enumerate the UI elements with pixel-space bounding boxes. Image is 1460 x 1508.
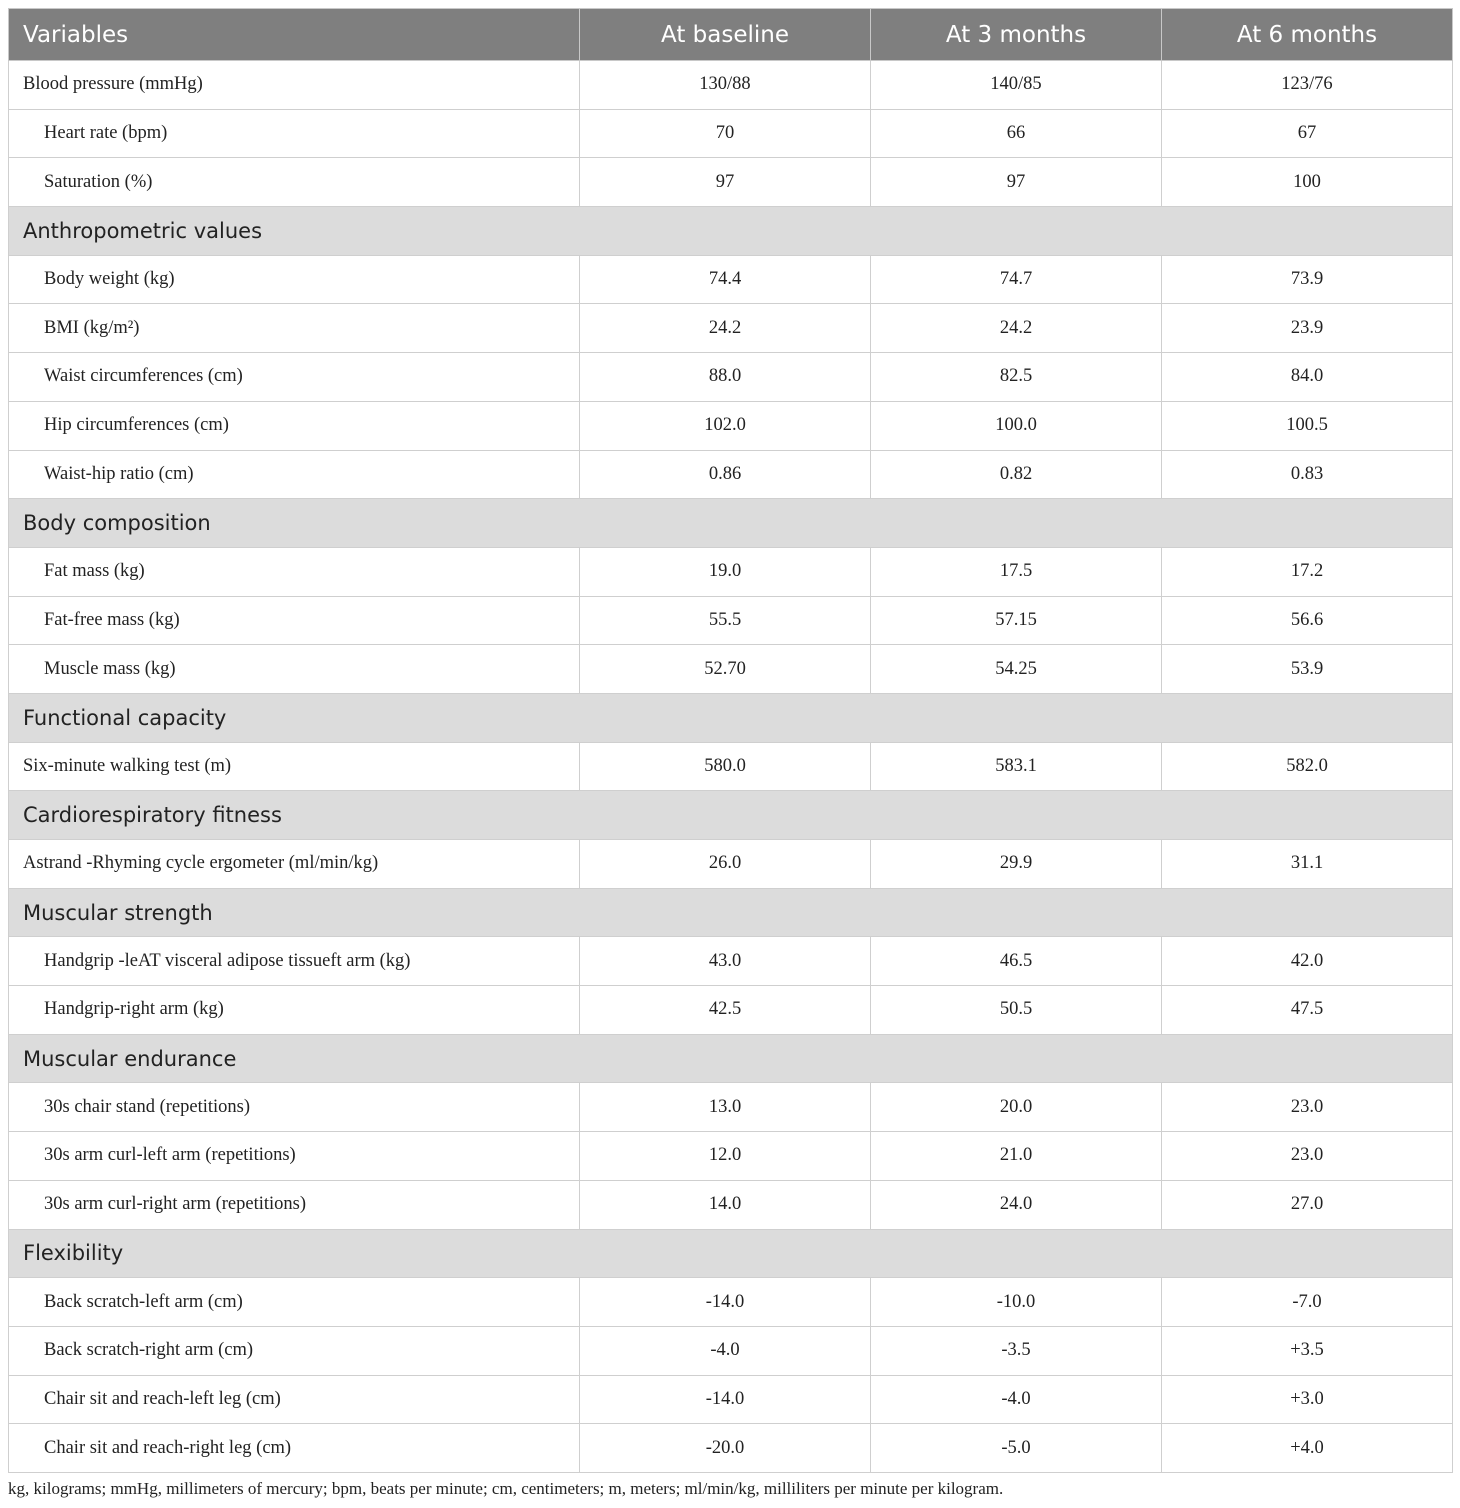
value-6-months: 100.5 — [1162, 401, 1453, 450]
value-baseline: 70 — [580, 109, 871, 158]
value-3-months: 100.0 — [871, 401, 1162, 450]
variable-label: Astrand -Rhyming cycle ergometer (ml/min/kg) — [9, 840, 580, 889]
header-6-months: At 6 months — [1162, 9, 1453, 61]
table-row — [9, 1375, 1453, 1424]
value-6-months: +3.5 — [1162, 1326, 1453, 1375]
value-3-months: 20.0 — [871, 1083, 1162, 1132]
table-row — [9, 1326, 1453, 1375]
table-row — [9, 742, 1453, 791]
value-6-months: 67 — [1162, 109, 1453, 158]
variable-label: Waist circumferences (cm) — [9, 353, 580, 402]
section-row — [9, 791, 1453, 840]
variable-label: Back scratch-right arm (cm) — [9, 1326, 580, 1375]
table-row — [9, 1278, 1453, 1327]
section-label: Functional capacity — [9, 693, 1453, 742]
footnote: kg, kilograms; mmHg, millimeters of mercury; bpm, beats per minute; cm, centimeters; m, meters; ml/min/kg, milliliters per minute per kilogram. — [8, 1479, 1004, 1498]
value-6-months: 73.9 — [1162, 255, 1453, 304]
table-row — [9, 304, 1453, 353]
value-baseline: 24.2 — [580, 304, 871, 353]
value-3-months: 54.25 — [871, 645, 1162, 694]
value-baseline: 97 — [580, 158, 871, 207]
table-row — [9, 158, 1453, 207]
value-6-months: 53.9 — [1162, 645, 1453, 694]
value-baseline: 43.0 — [580, 937, 871, 986]
value-3-months: 24.0 — [871, 1180, 1162, 1229]
variable-label: 30s chair stand (repetitions) — [9, 1083, 580, 1132]
table-row — [9, 1132, 1453, 1181]
table-row — [9, 937, 1453, 986]
value-baseline: 26.0 — [580, 840, 871, 889]
value-baseline: 55.5 — [580, 596, 871, 645]
table-row — [9, 840, 1453, 889]
value-3-months: 140/85 — [871, 61, 1162, 110]
variable-label: Blood pressure (mmHg) — [9, 61, 580, 110]
section-label: Muscular endurance — [9, 1034, 1453, 1083]
table-row — [9, 1424, 1453, 1473]
value-baseline: 13.0 — [580, 1083, 871, 1132]
value-6-months: 123/76 — [1162, 61, 1453, 110]
variable-label: Body weight (kg) — [9, 255, 580, 304]
section-row — [9, 888, 1453, 937]
value-baseline: 0.86 — [580, 450, 871, 499]
value-baseline: 580.0 — [580, 742, 871, 791]
section-label: Cardiorespiratory fitness — [9, 791, 1453, 840]
value-6-months: 27.0 — [1162, 1180, 1453, 1229]
value-baseline: 88.0 — [580, 353, 871, 402]
variable-label: Fat-free mass (kg) — [9, 596, 580, 645]
table-row — [9, 61, 1453, 110]
value-baseline: 19.0 — [580, 547, 871, 596]
variable-label: Back scratch-left arm (cm) — [9, 1278, 580, 1327]
variable-label: Handgrip-right arm (kg) — [9, 986, 580, 1035]
value-3-months: 24.2 — [871, 304, 1162, 353]
variable-label: Saturation (%) — [9, 158, 580, 207]
table-row — [9, 596, 1453, 645]
variable-label: Chair sit and reach-left leg (cm) — [9, 1375, 580, 1424]
value-6-months: 23.0 — [1162, 1132, 1453, 1181]
value-3-months: 74.7 — [871, 255, 1162, 304]
table-row — [9, 1083, 1453, 1132]
value-3-months: 57.15 — [871, 596, 1162, 645]
value-baseline: 42.5 — [580, 986, 871, 1035]
value-6-months: 23.0 — [1162, 1083, 1453, 1132]
value-6-months: 17.2 — [1162, 547, 1453, 596]
value-6-months: -7.0 — [1162, 1278, 1453, 1327]
table-row — [9, 547, 1453, 596]
variable-label: Muscle mass (kg) — [9, 645, 580, 694]
value-3-months: 29.9 — [871, 840, 1162, 889]
value-baseline: -14.0 — [580, 1278, 871, 1327]
value-3-months: 82.5 — [871, 353, 1162, 402]
value-6-months: 0.83 — [1162, 450, 1453, 499]
value-6-months: 31.1 — [1162, 840, 1453, 889]
value-3-months: -10.0 — [871, 1278, 1162, 1327]
section-label: Anthropometric values — [9, 207, 1453, 256]
variable-label: BMI (kg/m²) — [9, 304, 580, 353]
value-6-months: 100 — [1162, 158, 1453, 207]
header-row — [9, 9, 1453, 61]
table-row — [9, 645, 1453, 694]
value-baseline: 102.0 — [580, 401, 871, 450]
value-3-months: 0.82 — [871, 450, 1162, 499]
value-6-months: 582.0 — [1162, 742, 1453, 791]
variable-label: 30s arm curl-left arm (repetitions) — [9, 1132, 580, 1181]
value-baseline: -14.0 — [580, 1375, 871, 1424]
variable-label: Fat mass (kg) — [9, 547, 580, 596]
results-table — [8, 8, 1453, 1473]
variable-label: Handgrip -leAT visceral adipose tissueft arm (kg) — [9, 937, 580, 986]
variable-label: Heart rate (bpm) — [9, 109, 580, 158]
variable-label: Waist-hip ratio (cm) — [9, 450, 580, 499]
variable-label: Chair sit and reach-right leg (cm) — [9, 1424, 580, 1473]
value-baseline: 12.0 — [580, 1132, 871, 1181]
table-row — [9, 109, 1453, 158]
value-3-months: 50.5 — [871, 986, 1162, 1035]
value-3-months: 21.0 — [871, 1132, 1162, 1181]
value-3-months: 583.1 — [871, 742, 1162, 791]
value-3-months: 66 — [871, 109, 1162, 158]
value-baseline: 74.4 — [580, 255, 871, 304]
value-3-months: 17.5 — [871, 547, 1162, 596]
value-3-months: -3.5 — [871, 1326, 1162, 1375]
section-row — [9, 1229, 1453, 1278]
section-label: Muscular strength — [9, 888, 1453, 937]
section-row — [9, 499, 1453, 548]
table-row — [9, 986, 1453, 1035]
value-6-months: +4.0 — [1162, 1424, 1453, 1473]
section-label: Body composition — [9, 499, 1453, 548]
value-3-months: 46.5 — [871, 937, 1162, 986]
table-row — [9, 353, 1453, 402]
value-baseline: 14.0 — [580, 1180, 871, 1229]
table-row — [9, 450, 1453, 499]
value-baseline: -20.0 — [580, 1424, 871, 1473]
value-3-months: -4.0 — [871, 1375, 1162, 1424]
value-6-months: +3.0 — [1162, 1375, 1453, 1424]
section-label: Flexibility — [9, 1229, 1453, 1278]
value-3-months: -5.0 — [871, 1424, 1162, 1473]
value-6-months: 47.5 — [1162, 986, 1453, 1035]
variable-label: Six-minute walking test (m) — [9, 742, 580, 791]
value-6-months: 23.9 — [1162, 304, 1453, 353]
variable-label: 30s arm curl-right arm (repetitions) — [9, 1180, 580, 1229]
value-baseline: 130/88 — [580, 61, 871, 110]
table-row — [9, 255, 1453, 304]
value-6-months: 42.0 — [1162, 937, 1453, 986]
section-row — [9, 207, 1453, 256]
header-3-months: At 3 months — [871, 9, 1162, 61]
value-6-months: 84.0 — [1162, 353, 1453, 402]
section-row — [9, 1034, 1453, 1083]
value-baseline: 52.70 — [580, 645, 871, 694]
header-baseline: At baseline — [580, 9, 871, 61]
value-6-months: 56.6 — [1162, 596, 1453, 645]
value-baseline: -4.0 — [580, 1326, 871, 1375]
table-row — [9, 401, 1453, 450]
value-3-months: 97 — [871, 158, 1162, 207]
variable-label: Hip circumferences (cm) — [9, 401, 580, 450]
section-row — [9, 693, 1453, 742]
table-row — [9, 1180, 1453, 1229]
header-variables: Variables — [9, 9, 580, 61]
